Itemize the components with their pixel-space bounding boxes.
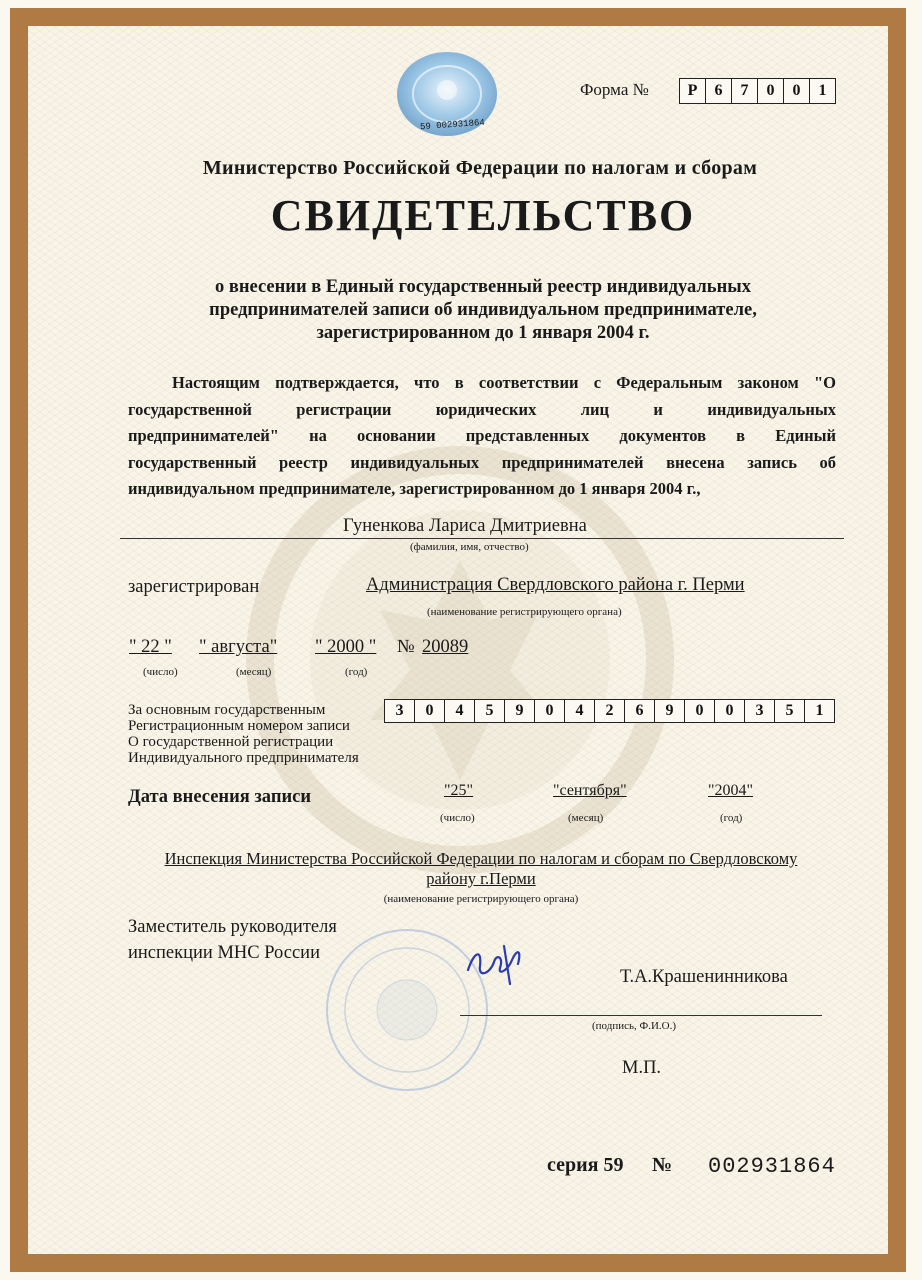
document-subtitle: о внесении в Единый государственный реестр индивидуальных предпринимателей записи об индивидуальном предпринимателе, зарегистрированном до 1 января 2004 г. (209, 277, 757, 343)
entry-month: "сентября" (553, 782, 627, 799)
entry-day-caption: (число) (440, 812, 475, 824)
organ-caption: (наименование регистрирующего органа) (427, 606, 622, 618)
registration-day: " 22 " (129, 637, 172, 657)
body-paragraph: Настоящим подтверждается, что в соответствии с Федеральным законом "О государственной регистрации юридических лиц и индивидуальных предпринимателей" на основании представленных документов в Единый государственный реестр индивидуальных предпринимателей внесена запись об индивидуальном предпринимателе, зарегистрированном до 1 января 2004 г., (128, 373, 836, 498)
ogrnip-label: За основным государственным Регистрационным номером записи О государственной регистрации Индивидуального предпринимателя (128, 702, 359, 766)
series-label: серия 59 (547, 1154, 624, 1176)
entry-month-caption: (месяц) (568, 812, 604, 824)
registration-year: " 2000 " (315, 637, 377, 657)
name-caption: (фамилия, имя, отчество) (410, 541, 529, 553)
series-number-sign: № (652, 1154, 673, 1176)
seal-place: М.П. (622, 1058, 662, 1078)
signature-caption: (подпись, Ф.И.О.) (592, 1020, 676, 1032)
registration-number: 20089 (422, 637, 469, 657)
entry-year: "2004" (708, 782, 754, 799)
inspection-name: Инспекция Министерства Российской Федерации по налогам и сборам по Свердловскому району г.Перми (164, 849, 798, 888)
ministry-name: Министерство Российской Федерации по налогам и сборам (202, 157, 758, 179)
entry-day: "25" (444, 782, 474, 799)
forma-label: Форма № (580, 80, 649, 99)
forma-digit: 0 (758, 79, 784, 103)
name-underline (120, 538, 844, 539)
signatory-position: Заместитель руководителя инспекции МНС России (128, 917, 337, 963)
forma-code-boxes (679, 78, 836, 104)
forma-digit: 1 (818, 82, 827, 99)
forma-digit: Р (680, 79, 706, 103)
signature-line (460, 1015, 822, 1016)
number-sign: № (397, 637, 415, 657)
entry-date-label: Дата внесения записи (128, 787, 312, 807)
year-caption: (год) (345, 666, 368, 678)
ogrnip-number-boxes: 3 0 4 5 9 0 4 2 6 9 0 0 3 5 1 (384, 699, 835, 723)
series-number: 002931864 (708, 1154, 836, 1179)
hologram-number: 59 002931864 (419, 117, 486, 133)
registration-month: " августа" (199, 637, 278, 657)
day-caption: (число) (143, 666, 178, 678)
signatory-name: Т.А.Крашенинникова (620, 967, 788, 987)
person-name: Гуненкова Лариса Дмитриевна (343, 516, 587, 536)
registered-label: зарегистрирован (128, 577, 260, 597)
handwritten-signature (460, 940, 532, 988)
inspection-caption: (наименование регистрирующего органа) (383, 893, 579, 905)
forma-digit: 0 (784, 79, 810, 103)
forma-digit: 6 (706, 79, 732, 103)
registering-organ: Администрация Свердловского района г. Перми (366, 575, 745, 595)
document-title: СВИДЕТЕЛЬСТВО (270, 191, 696, 240)
month-caption: (месяц) (236, 666, 272, 678)
entry-year-caption: (год) (720, 812, 743, 824)
forma-digit: 7 (732, 79, 758, 103)
